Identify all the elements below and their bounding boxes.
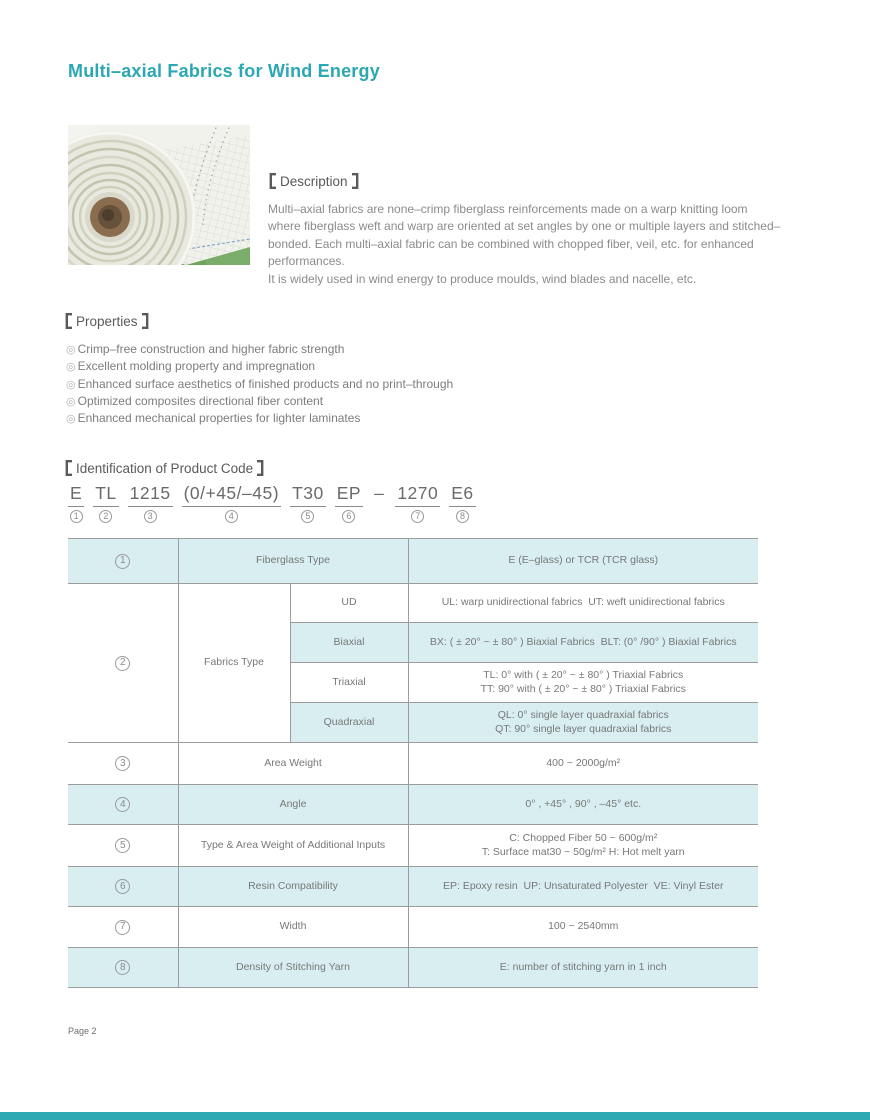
product-code-text: E bbox=[68, 483, 84, 507]
row-description: E (E–glass) or TCR (TCR glass) bbox=[408, 539, 758, 584]
properties-list bbox=[66, 341, 453, 427]
row-number-badge: 1 bbox=[115, 554, 130, 569]
row-number-cell bbox=[68, 539, 178, 584]
row-number-badge: 6 bbox=[115, 879, 130, 894]
code-number-badge: 4 bbox=[225, 510, 238, 523]
sub-type-label: Quadraxial bbox=[290, 703, 408, 743]
product-code-segment bbox=[93, 483, 118, 523]
bullseye-bullet-icon: ◎ bbox=[66, 395, 76, 408]
sub-type-label: UD bbox=[290, 584, 408, 623]
bullseye-bullet-icon: ◎ bbox=[66, 378, 76, 391]
right-lenticular-bracket-icon bbox=[257, 460, 265, 476]
row-number-badge: 7 bbox=[115, 920, 130, 935]
table-row bbox=[68, 825, 758, 867]
product-code-segment bbox=[182, 483, 282, 523]
row-description: QL: 0° single layer quadraxial fabrics QT: 90° single layer quadraxial fabrics bbox=[408, 703, 758, 743]
product-code-text: T30 bbox=[290, 483, 326, 507]
property-item bbox=[66, 410, 453, 427]
product-code-segment bbox=[290, 483, 326, 523]
product-code-section bbox=[60, 460, 476, 523]
table-row bbox=[68, 785, 758, 825]
row-label: Fabrics Type bbox=[178, 584, 290, 743]
code-number-badge: 7 bbox=[411, 510, 424, 523]
product-code-segment bbox=[449, 483, 475, 523]
row-number-cell bbox=[68, 867, 178, 907]
property-item-text: Crimp–free construction and higher fabric strength bbox=[77, 342, 345, 356]
table-row bbox=[68, 539, 758, 584]
row-description: UL: warp unidirectional fabrics UT: weft unidirectional fabrics bbox=[408, 584, 758, 623]
row-number-badge: 2 bbox=[115, 656, 130, 671]
product-code-text: (0/+45/–45) bbox=[182, 483, 282, 507]
property-item-text: Enhanced surface aesthetics of finished products and no print–through bbox=[77, 376, 454, 391]
row-description: BX: ( ± 20° ~ ± 80° ) Biaxial Fabrics BLT: (0° /90° ) Biaxial Fabrics bbox=[408, 623, 758, 663]
property-item-text: Excellent molding property and impregnation bbox=[77, 359, 316, 374]
row-number-badge: 5 bbox=[115, 838, 130, 853]
code-number-badge: 2 bbox=[99, 510, 112, 523]
properties-section bbox=[60, 313, 453, 427]
product-code-table bbox=[68, 538, 758, 988]
row-number-cell bbox=[68, 907, 178, 948]
product-code-dash bbox=[372, 483, 386, 506]
row-number-cell bbox=[68, 825, 178, 867]
product-code-heading-label: Identification of Product Code bbox=[76, 460, 254, 476]
row-description: C: Chopped Fiber 50 ~ 600g/m² T: Surface mat30 ~ 50g/m² H: Hot melt yarn bbox=[408, 825, 758, 867]
code-number-badge: 6 bbox=[342, 510, 355, 523]
bullseye-bullet-icon: ◎ bbox=[66, 361, 76, 374]
properties-heading-label: Properties bbox=[76, 313, 138, 329]
fiberglass-fabric-roll-photo bbox=[68, 125, 250, 265]
left-lenticular-bracket-icon bbox=[64, 313, 72, 329]
bottom-accent-bar bbox=[0, 1112, 870, 1120]
description-paragraph: It is widely used in wind energy to produce moulds, wind blades and nacelle, etc. bbox=[268, 271, 697, 286]
product-code-text: – bbox=[374, 483, 385, 503]
row-label: Resin Compatibility bbox=[178, 867, 408, 907]
property-item bbox=[66, 358, 453, 375]
product-code-segment bbox=[395, 483, 440, 523]
table-row bbox=[68, 743, 758, 785]
property-item bbox=[66, 393, 453, 410]
code-number-badge: 8 bbox=[456, 510, 469, 523]
property-item-text: Optimized composites directional fiber content bbox=[77, 393, 324, 408]
description-heading-label: Description bbox=[280, 173, 348, 189]
description-paragraph: Multi–axial fabrics are none–crimp fiberglass reinforcements made on a warp knitting loom where fiberglass weft and warp are oriented at set angles by one or multiple layers and stitched–bonded. Each multi–axial fabric can be combined with chopped fiber, veil, etc. for enhanced performances. bbox=[268, 202, 781, 269]
page-title: Multi–axial Fabrics for Wind Energy bbox=[68, 61, 380, 81]
row-number-cell bbox=[68, 584, 178, 743]
row-number-cell bbox=[68, 785, 178, 825]
code-number-badge: 1 bbox=[70, 510, 83, 523]
row-label: Type & Area Weight of Additional Inputs bbox=[178, 825, 408, 867]
right-lenticular-bracket-icon bbox=[142, 313, 150, 329]
product-code-heading bbox=[60, 460, 476, 476]
bullseye-bullet-icon: ◎ bbox=[66, 413, 76, 426]
table-row bbox=[68, 584, 758, 623]
property-item bbox=[66, 376, 453, 393]
row-number-badge: 8 bbox=[115, 960, 130, 975]
property-item-text: Enhanced mechanical properties for lighter laminates bbox=[77, 411, 361, 426]
row-description: TL: 0° with ( ± 20° ~ ± 80° ) Triaxial Fabrics TT: 90° with ( ± 20° ~ ± 80° ) Triaxial Fabrics bbox=[408, 663, 758, 703]
right-lenticular-bracket-icon bbox=[352, 173, 360, 189]
row-number-badge: 3 bbox=[115, 756, 130, 771]
product-code-example bbox=[68, 483, 476, 523]
properties-heading bbox=[60, 313, 453, 329]
product-code-segment bbox=[128, 483, 173, 523]
product-code-text: 1270 bbox=[395, 483, 440, 507]
row-description: 100 ~ 2540mm bbox=[408, 907, 758, 948]
code-number-badge: 5 bbox=[301, 510, 314, 523]
product-code-segment bbox=[68, 483, 84, 523]
row-number-cell bbox=[68, 743, 178, 785]
left-lenticular-bracket-icon bbox=[64, 460, 72, 476]
property-item bbox=[66, 341, 453, 358]
product-code-segment bbox=[335, 483, 363, 523]
code-number-badge: 3 bbox=[144, 510, 157, 523]
row-description: EP: Epoxy resin UP: Unsaturated Polyester VE: Vinyl Ester bbox=[408, 867, 758, 907]
row-description: 400 ~ 2000g/m² bbox=[408, 743, 758, 785]
description-body bbox=[268, 201, 782, 288]
description-heading bbox=[264, 173, 364, 189]
bullseye-bullet-icon: ◎ bbox=[66, 344, 76, 356]
product-code-text: 1215 bbox=[128, 483, 173, 507]
row-label: Area Weight bbox=[178, 743, 408, 785]
product-code-text: EP bbox=[335, 483, 363, 507]
row-label: Density of Stitching Yarn bbox=[178, 948, 408, 988]
sub-type-label: Triaxial bbox=[290, 663, 408, 703]
page-footer: Page 2 bbox=[68, 1026, 97, 1036]
row-label: Angle bbox=[178, 785, 408, 825]
row-label: Width bbox=[178, 907, 408, 948]
row-description: E: number of stitching yarn in 1 inch bbox=[408, 948, 758, 988]
row-label: Fiberglass Type bbox=[178, 539, 408, 584]
row-number-badge: 4 bbox=[115, 797, 130, 812]
row-number-cell bbox=[68, 948, 178, 988]
left-lenticular-bracket-icon bbox=[268, 173, 276, 189]
table-row bbox=[68, 907, 758, 948]
sub-type-label: Biaxial bbox=[290, 623, 408, 663]
product-code-text: E6 bbox=[449, 483, 475, 507]
row-description: 0° , +45° , 90° , –45° etc. bbox=[408, 785, 758, 825]
table-row bbox=[68, 867, 758, 907]
table-row bbox=[68, 948, 758, 988]
product-code-text: TL bbox=[93, 483, 118, 507]
